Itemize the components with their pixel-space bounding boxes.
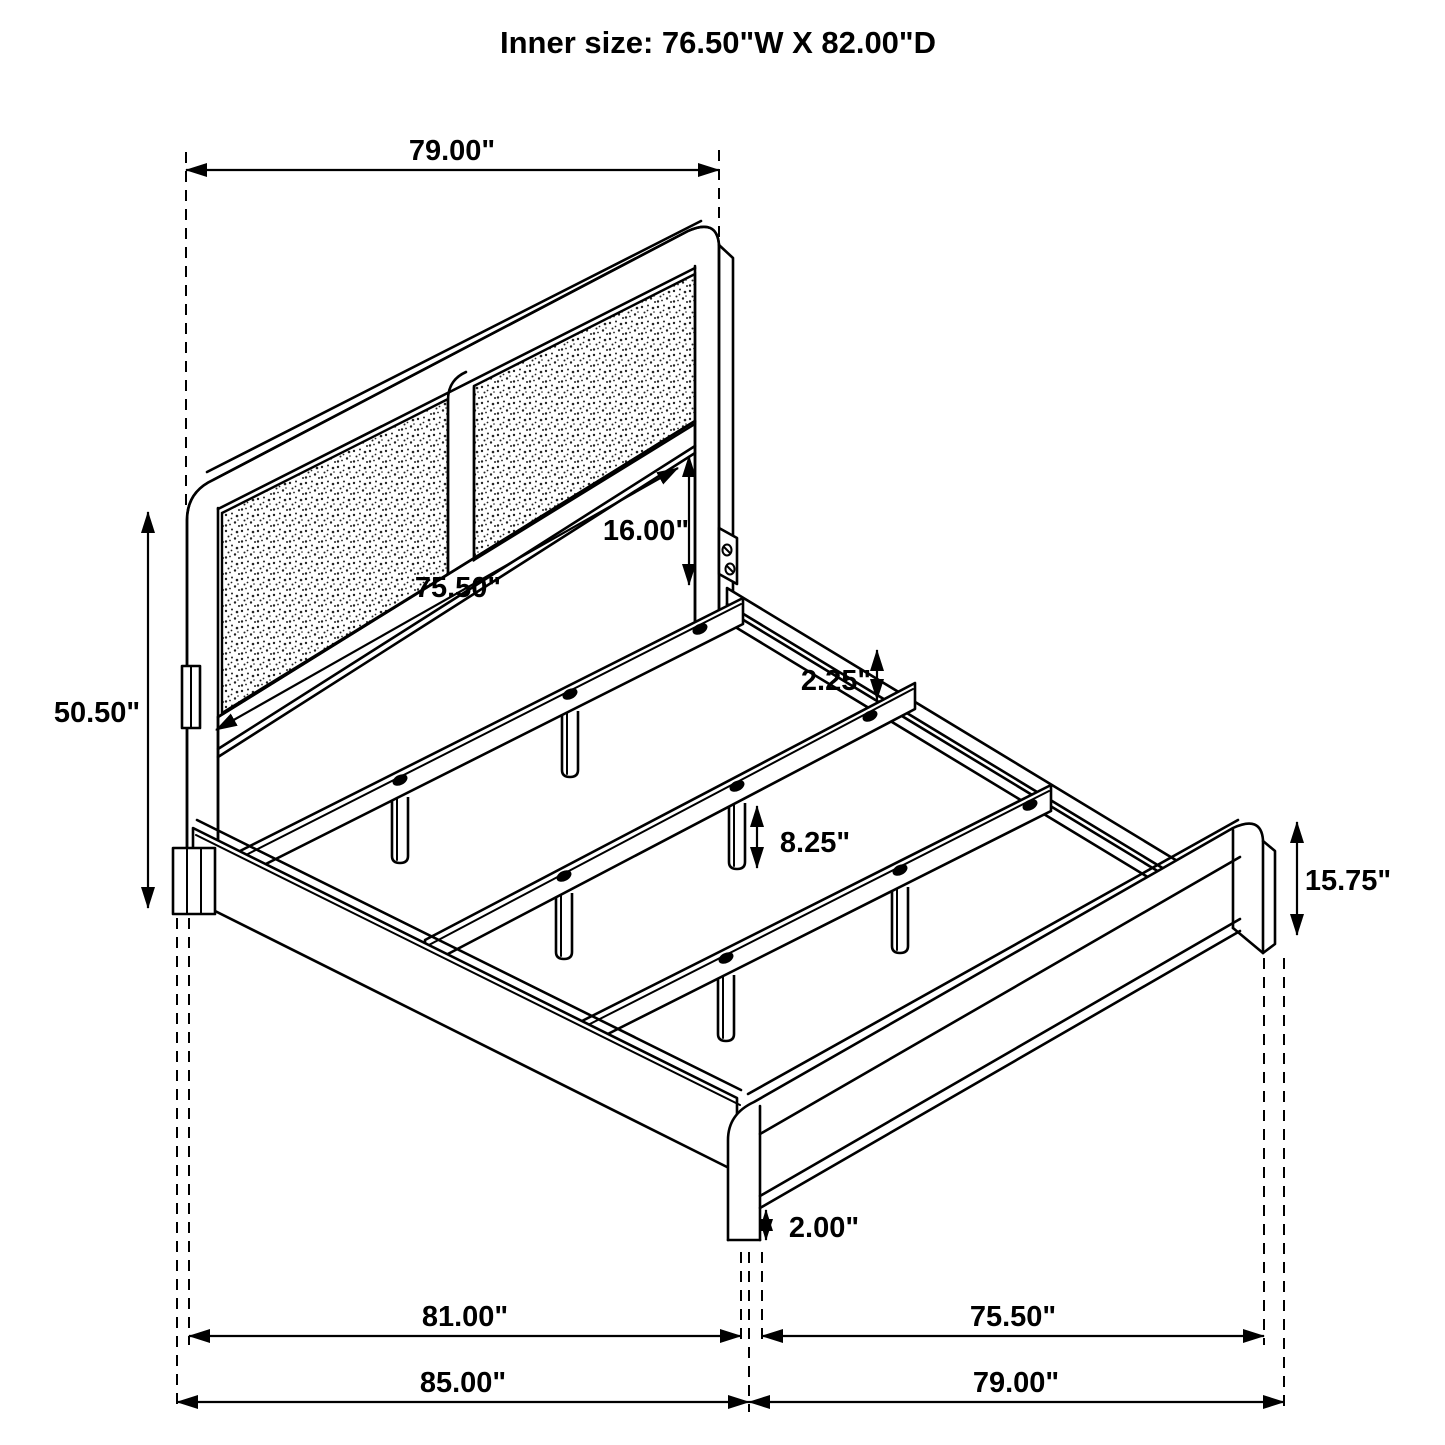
dim-label-headboard-outer-width: 79.00" [408, 135, 496, 167]
dim-label-headboard-height: 50.50" [53, 697, 141, 729]
dimension-frame-outer-length [177, 1367, 749, 1402]
dimension-frame-inner-length [189, 1301, 741, 1336]
dim-label-footboard-clearance: 2.00" [788, 1212, 860, 1244]
dim-label-under-panel-gap: 16.00" [602, 515, 690, 547]
near-side-rail-top-face [197, 820, 741, 1090]
dimension-under-panel-gap [603, 456, 689, 585]
dim-label-footboard-height: 15.75" [1304, 865, 1392, 897]
right-post-rail-bracket [719, 528, 737, 584]
dim-label-footboard-inner-width: 75.50" [969, 1301, 1057, 1333]
dimension-support-leg-height [757, 806, 850, 868]
dim-label-side-rail-thickness: 2.25" [800, 665, 872, 697]
left-post-hook-bracket [182, 666, 200, 728]
page-title: Inner size: 76.50"W X 82.00"D [499, 25, 937, 60]
dim-label-frame-outer-length: 85.00" [419, 1367, 507, 1399]
dimension-footboard-inner-width [762, 1301, 1264, 1336]
dim-label-footboard-outer-width: 79.00" [972, 1367, 1060, 1399]
dimension-headboard-height [54, 512, 148, 908]
dimension-footboard-clearance [766, 1210, 859, 1244]
near-side-rail-top-edge2 [196, 835, 740, 1105]
dimension-footboard-outer-width [749, 1367, 1284, 1402]
footboard-silhouette [728, 824, 1263, 1240]
dim-label-frame-inner-length: 81.00" [421, 1301, 509, 1333]
dim-label-headboard-inner-width: 75.50" [414, 572, 502, 604]
dimension-footboard-height [1297, 822, 1391, 935]
headboard-left-post-foot [173, 848, 215, 914]
footboard [728, 820, 1275, 1240]
dim-label-support-leg-height: 8.25" [779, 827, 851, 859]
dimensions [54, 135, 1391, 1412]
